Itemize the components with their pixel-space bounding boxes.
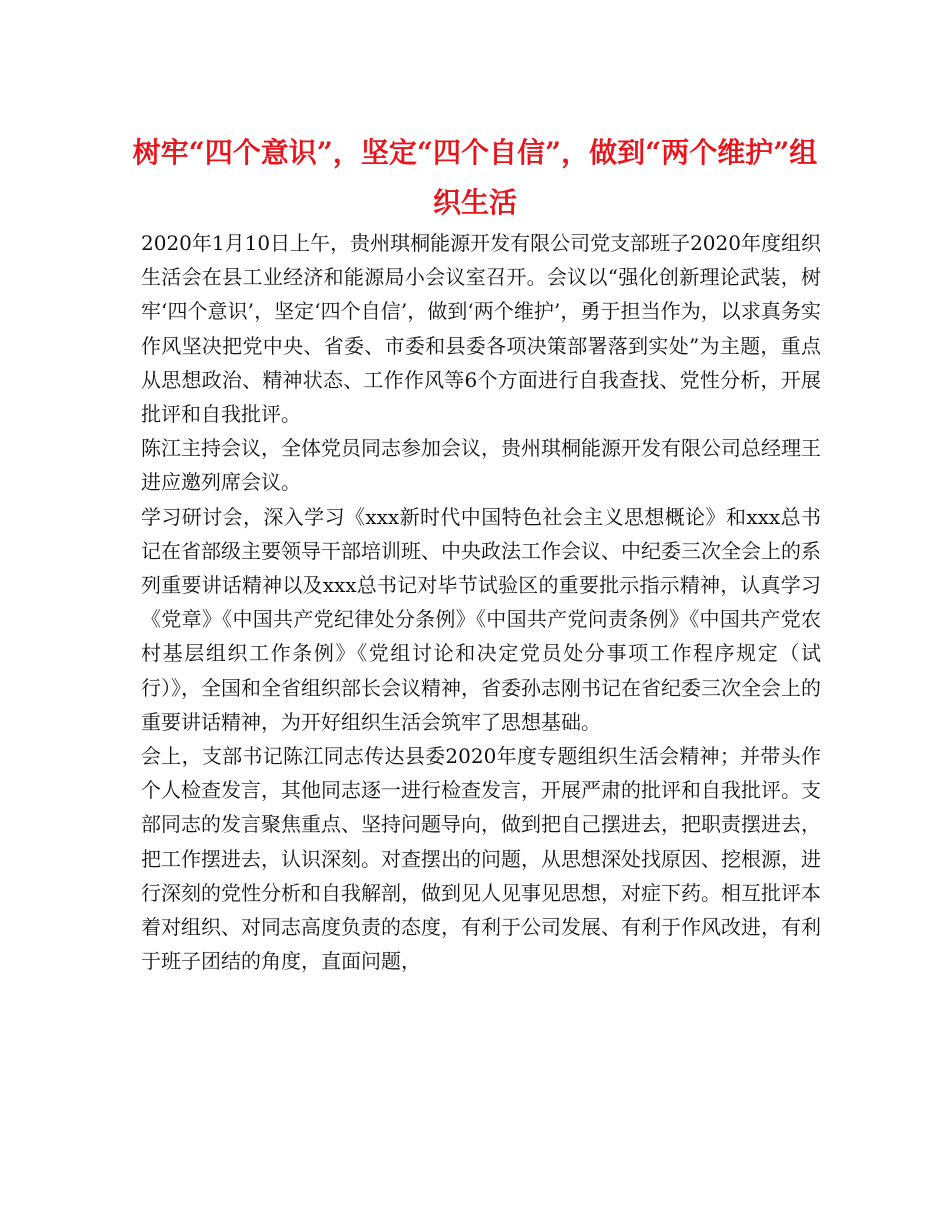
paragraph-study-session: 学习研讨会，深入学习《xxx新时代中国特色社会主义思想概论》和xxx总书记在省部级主要领导干部培训班、中央政法工作会议、中纪委三次全会上的系列重要讲话精神以及xxx总书记对毕节试验区的重要批示指示精神，认真学习《党章》《中国共产党纪律处分条例》《中国共产党问责条例》《中国共产党农村基层组织工作条例》《党组讨论和决定党员处分事项工作程序规定（试行）》，全国和全省组织部长会议精神，省委孙志刚书记在省纪委三次全会上的重要讲话精神，为开好组织生活会筑牢了思想基础。	[141, 504, 821, 734]
paragraph-meeting-summary: 2020年1月10日上午，贵州琪桐能源开发有限公司党支部班子2020年度组织生活会在县工业经济和能源局小会议室召开。会议以“强化创新理论武装，树牢‘四个意识’，坚定‘四个自信’，做到‘两个维护’，勇于担当作为，以求真务实作风坚决把党中央、省委、市委和县委各项决策部署落到实处”为主题，重点从思想政治、精神状态、工作作风等6个方面进行自我查找、党性分析，开展批评和自我批评。	[141, 231, 821, 427]
page-title: 树牢“四个意识”，坚定“四个自信”，做到“两个维护”组织生活	[132, 136, 818, 219]
document-body	[141, 226, 821, 978]
paragraph-attendance: 陈江主持会议，全体党员同志参加会议，贵州琪桐能源开发有限公司总经理王进应邀列席会议。	[141, 436, 821, 495]
paragraph-criticism: 会上，支部书记陈江同志传达县委2020年度专题组织生活会精神；并带头作个人检查发言，其他同志逐一进行检查发言，开展严肃的批评和自我批评。支部同志的发言聚焦重点、坚持问题导向，做到把自己摆进去，把职责摆进去，把工作摆进去，认识深刻。对查摆出的问题，从思想深处找原因、挖根源，进行深刻的党性分析和自我解剖，做到见人见事见思想，对症下药。相互批评本着对组织、对同志高度负责的态度，有利于公司发展、有利于作风改进，有利于班子团结的角度，直面问题，	[141, 744, 821, 974]
